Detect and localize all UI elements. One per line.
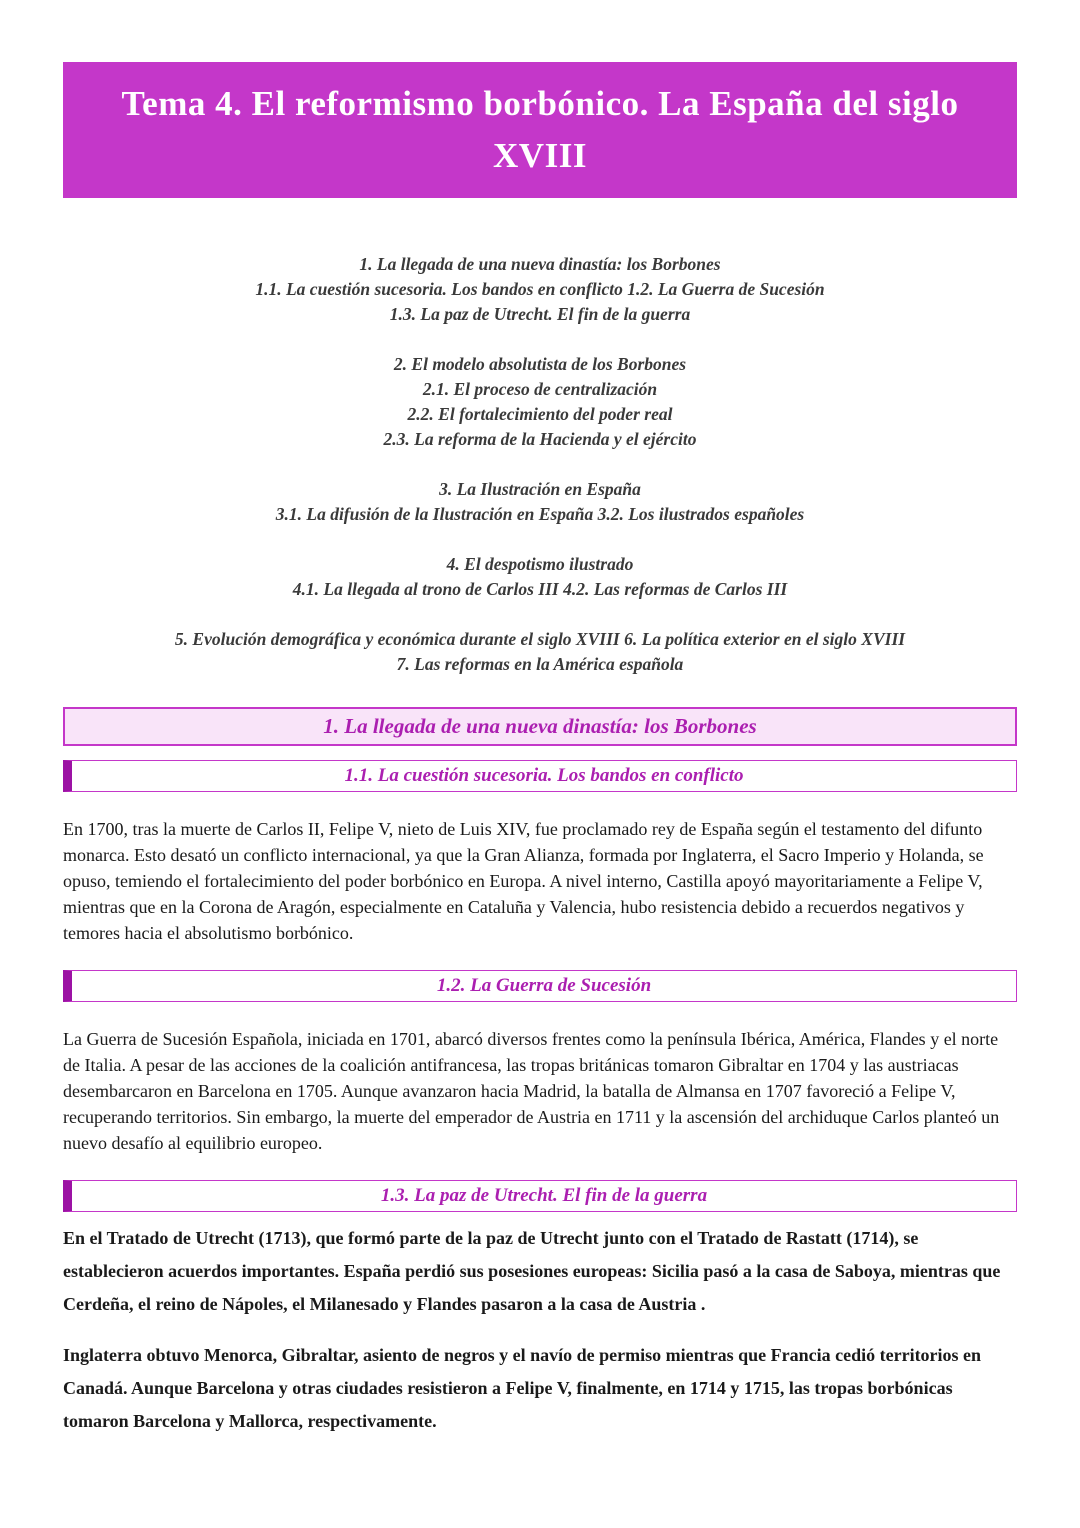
section-1-heading [63, 707, 1017, 746]
toc-group-4 [63, 552, 1017, 602]
toc-line: 2. El modelo absolutista de los Borbones [393, 353, 687, 374]
toc-line: 5. Evolución demográfica y económica durante el siglo XVIII 6. La política exterior en el siglo XVIII [174, 628, 906, 649]
subsection-1-3-heading [63, 1180, 1017, 1212]
paragraph-1-3-b: Inglaterra obtuvo Menorca, Gibraltar, asiento de negros y el navío de permiso mientras que Francia cedió territorios en Canadá. Aunque Barcelona y otras ciudades resistieron a Felipe V, finalmente, en 1714 y 1715, las tropas borbónicas tomaron Barcelona y Mallorca, respectivamente. [63, 1344, 982, 1431]
toc-line: 1. La llegada de una nueva dinastía: los Borbones [359, 253, 721, 274]
toc-line: 2.3. La reforma de la Hacienda y el ejército [383, 428, 697, 449]
page-title: Tema 4. El reformismo borbónico. La España del siglo XVIII [121, 84, 959, 175]
title-banner [63, 62, 1017, 198]
toc-group-5 [63, 627, 1017, 677]
toc-line: 1.1. La cuestión sucesoria. Los bandos en conflicto 1.2. La Guerra de Sucesión [255, 278, 825, 299]
toc-group-2 [63, 352, 1017, 452]
subsection-1-1-heading-label: 1.1. La cuestión sucesoria. Los bandos en conflicto [344, 764, 744, 786]
table-of-contents [63, 252, 1017, 677]
toc-line: 3.1. La difusión de la Ilustración en España 3.2. Los ilustrados españoles [275, 503, 805, 524]
section-1-heading-label: 1. La llegada de una nueva dinastía: los Borbones [323, 713, 757, 738]
toc-line: 2.2. El fortalecimiento del poder real [407, 403, 673, 424]
toc-line: 3. La Ilustración en España [439, 478, 641, 499]
toc-line: 4. El despotismo ilustrado [446, 553, 634, 574]
toc-line: 2.1. El proceso de centralización [422, 378, 658, 399]
document-body [63, 707, 1017, 1438]
subsection-1-1-heading [63, 760, 1017, 792]
paragraph-1-1: En 1700, tras la muerte de Carlos II, Felipe V, nieto de Luis XIV, fue proclamado rey de España según el testamento del difunto monarca. Esto desató un conflicto internacional, ya que la Gran Alianza, formada por Inglaterra, el Sacro Imperio y Holanda, se opuso, temiendo el fortalecimiento del poder borbónico en Europa. A nivel interno, Castilla apoyó mayoritariamente a Felipe V, mientras que en la Corona de Aragón, especialmente en Cataluña y Valencia, hubo resistencia debido a recuerdos negativos y temores hacia el absolutismo borbónico. [63, 818, 984, 943]
subsection-1-2-heading [63, 970, 1017, 1002]
subsection-1-2-heading-label: 1.2. La Guerra de Sucesión [436, 974, 652, 996]
toc-group-1 [63, 252, 1017, 327]
toc-line: 7. Las reformas en la América española [396, 653, 684, 674]
paragraph-1-3-a: En el Tratado de Utrecht (1713), que formó parte de la paz de Utrecht junto con el Tratado de Rastatt (1714), se establecieron acuerdos importantes. España perdió sus posesiones europeas: Sicilia pasó a la casa de Saboya, mientras que Cerdeña, el reino de Nápoles, el Milanesado y Flandes pasaron a la casa de Austria . [63, 1227, 1001, 1314]
toc-line: 1.3. La paz de Utrecht. El fin de la guerra [389, 303, 691, 324]
toc-line: 4.1. La llegada al trono de Carlos III 4.2. Las reformas de Carlos III [292, 578, 788, 599]
paragraph-1-2: La Guerra de Sucesión Española, iniciada en 1701, abarcó diversos frentes como la península Ibérica, América, Flandes y el norte de Italia. A pesar de las acciones de la coalición antifrancesa, las tropas británicas tomaron Gibraltar en 1704 y las austriacas desembarcaron en Barcelona en 1705. Aunque avanzaron hacia Madrid, la batalla de Almansa en 1707 favoreció a Felipe V, recuperando territorios. Sin embargo, la muerte del emperador de Austria en 1711 y la ascensión del archiduque Carlos planteó un nuevo desafío al equilibrio europeo. [63, 1028, 1000, 1153]
subsection-1-3-heading-label: 1.3. La paz de Utrecht. El fin de la guerra [380, 1184, 708, 1206]
toc-group-3 [63, 477, 1017, 527]
